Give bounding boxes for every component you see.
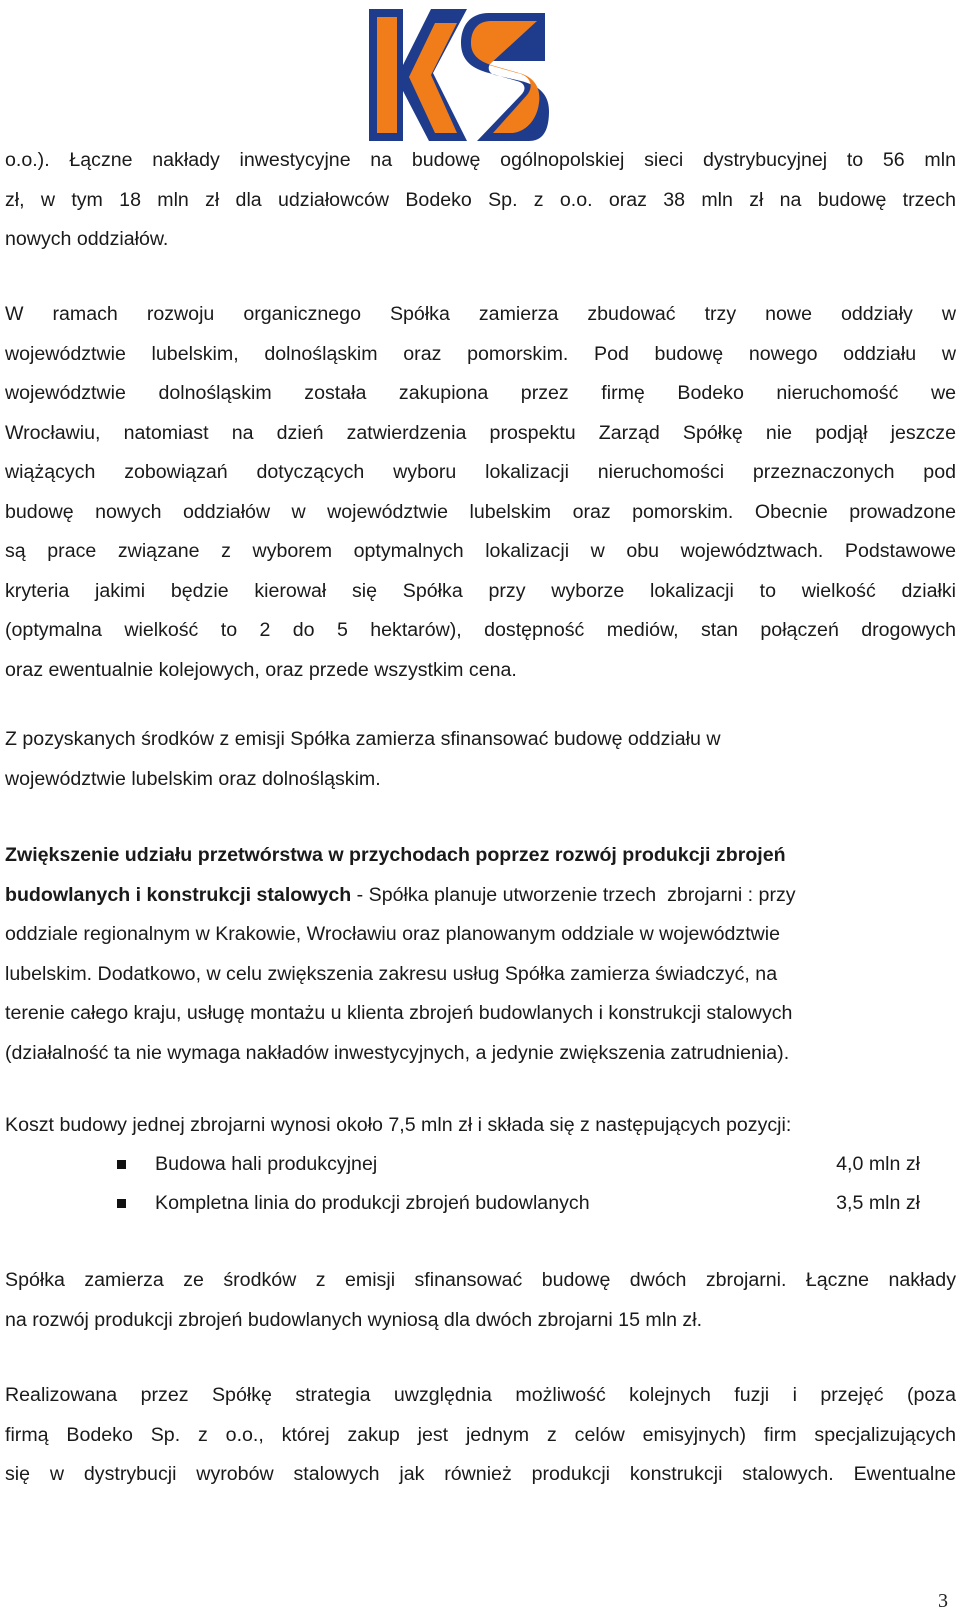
text-line: nowych oddziałów. xyxy=(5,228,169,250)
bullet-label: Kompletna linia do produkcji zbrojeń budowlanych xyxy=(155,1192,590,1214)
text-line: o.o.). Łączne nakłady inwestycyjne na budowę ogólnopolskiej sieci dystrybucyjnej to 56 mln xyxy=(5,149,956,171)
text-line: wiążących zobowiązań dotyczących wyboru lokalizacji nieruchomości przeznaczonych pod xyxy=(5,461,956,483)
text-line: Realizowana przez Spółkę strategia uwzględnia możliwość kolejnych fuzji i przejęć (poza xyxy=(5,1384,956,1406)
bullet-value: 4,0 mln zł xyxy=(836,1153,920,1175)
text-line: Z pozyskanych środków z emisji Spółka zamierza sfinansować budowę oddziału w xyxy=(5,728,721,750)
text-line: województwie lubelskim oraz dolnośląskim. xyxy=(5,767,381,790)
ks-logo-graphic xyxy=(369,3,552,147)
page-number: 3 xyxy=(938,1590,948,1612)
text-line: W ramach rozwoju organicznego Spółka zamierza zbudować trzy nowe oddziały w xyxy=(5,303,956,325)
text-line: lubelskim. Dodatkowo, w celu zwiększenia zakresu usług Spółka zamierza świadczyć, na xyxy=(5,962,778,985)
text-line: firmą Bodeko Sp. z o.o., której zakup jest jednym z celów emisyjnych) firm specjalizujących xyxy=(5,1423,956,1446)
registered-mark: ® xyxy=(527,121,537,136)
text-line: Koszt budowy jednej zbrojarni wynosi około 7,5 mln zł i składa się z następujących pozycji: xyxy=(5,1114,792,1136)
ks-logo xyxy=(369,3,552,147)
list-item xyxy=(5,1145,920,1185)
paragraph-6 xyxy=(5,1261,956,1340)
text-line: (działalność ta nie wymaga nakładów inwestycyjnych, a jedynie zwiększenia zatrudnienia). xyxy=(5,1041,790,1064)
bold-heading-line: budowlanych i konstrukcji stalowych xyxy=(5,883,352,906)
text-line: województwie lubelskim, dolnośląskim oraz pomorskim. Pod budowę nowego oddziału w xyxy=(5,342,956,365)
paragraph-2 xyxy=(5,295,956,690)
text-line: oraz ewentualnie kolejowych, oraz przede wszystkim cena. xyxy=(5,658,517,681)
bullet-label: Budowa hali produkcyjnej xyxy=(155,1153,378,1175)
text-line: kryteria jakimi będzie kierował się Spółka przy wyborze lokalizacji to wielkość działki xyxy=(5,579,956,602)
paragraph-1 xyxy=(5,141,956,260)
text-line: zł, w tym 18 mln zł dla udziałowców Bodeko Sp. z o.o. oraz 38 mln zł na budowę trzech xyxy=(5,188,956,211)
bold-heading-line: Zwiększenie udziału przetwórstwa w przychodach poprzez rozwój produkcji zbrojeń xyxy=(5,844,786,866)
paragraph-5 xyxy=(5,1106,956,1146)
paragraph-4 xyxy=(5,836,956,1073)
square-bullet-icon xyxy=(117,1199,126,1208)
text-line: (optymalna wielkość to 2 do 5 hektarów), dostępność mediów, stan połączeń drogowych xyxy=(5,619,956,641)
text-line: województwie dolnośląskim została zakupiona przez firmę Bodeko nieruchomość we xyxy=(5,382,956,404)
square-bullet-icon xyxy=(117,1160,126,1169)
text-line: oddziale regionalnym w Krakowie, Wrocławiu oraz planowanym oddziale w województwie xyxy=(5,923,781,945)
list-item xyxy=(5,1184,920,1224)
text-line: Wrocławiu, natomiast na dzień zatwierdzenia prospektu Zarząd Spółkę nie podjął jeszcze xyxy=(5,421,956,444)
paragraph-3 xyxy=(5,720,956,799)
text-line: budowę nowych oddziałów w województwie lubelskim oraz pomorskim. Obecnie prowadzone xyxy=(5,500,956,523)
text-line: na rozwój produkcji zbrojeń budowlanych wyniosą dla dwóch zbrojarni 15 mln zł. xyxy=(5,1308,703,1331)
bullet-value: 3,5 mln zł xyxy=(836,1192,920,1214)
text-line: Spółka zamierza ze środków z emisji sfinansować budowę dwóch zbrojarni. Łączne nakłady xyxy=(5,1269,956,1291)
text-line: są prace związane z wyborem optymalnych lokalizacji w obu województwach. Podstawowe xyxy=(5,540,956,562)
text-line: się w dystrybucji wyrobów stalowych jak również produkcji konstrukcji stalowych. Ewentualne xyxy=(5,1463,956,1485)
paragraph-7 xyxy=(5,1376,956,1495)
text-line: terenie całego kraju, usługę montażu u klienta zbrojeń budowlanych i konstrukcji stalowych xyxy=(5,1002,793,1024)
text-line: - Spółka planuje utworzenie trzech zbrojarni : przy xyxy=(351,883,796,906)
